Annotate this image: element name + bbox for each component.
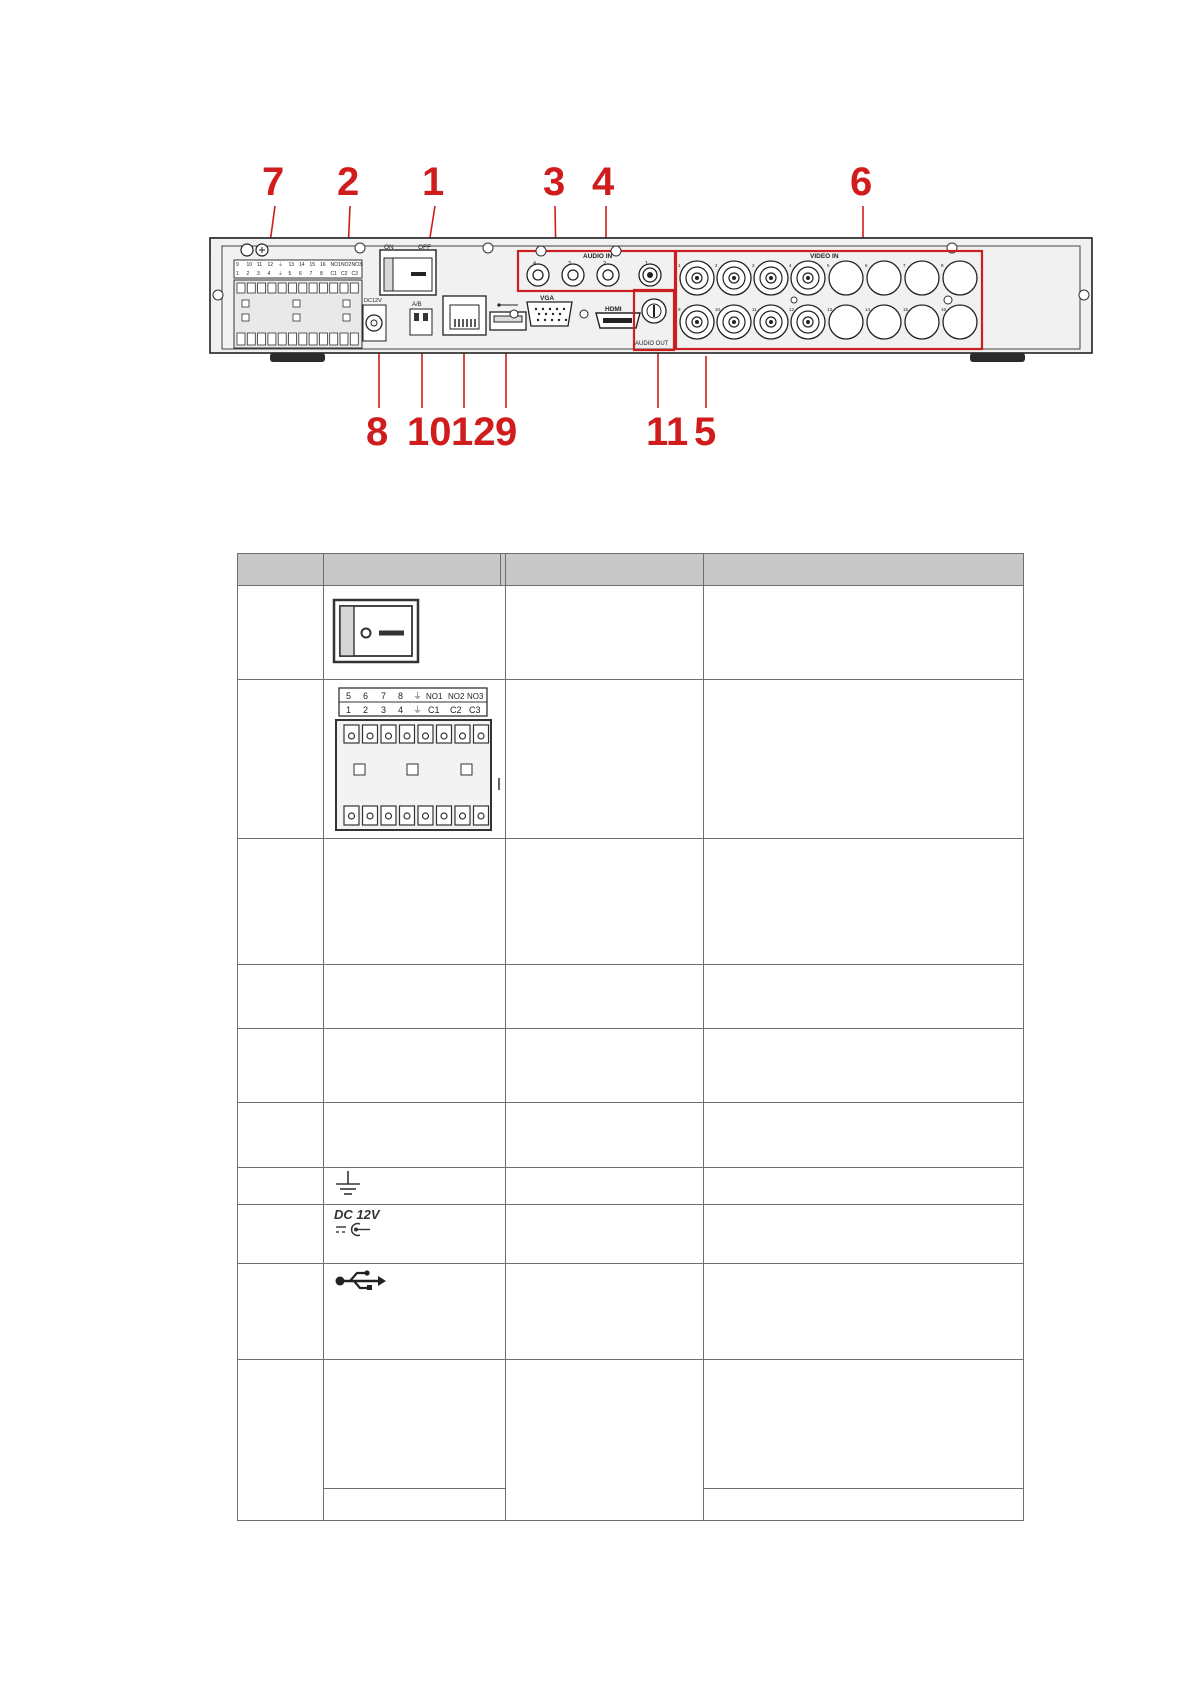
icon-alarm-bottom-label: 1 [346,704,352,715]
ab-label: A/B [412,302,422,308]
audio-in-number: 4 [533,261,537,267]
icon-alarm-bottom-label: 4 [398,704,404,715]
table-row [238,586,1024,680]
alarm-top-label: NO3 [351,262,362,268]
alarm-bottom-label: 8 [320,271,323,277]
hdmi-label: HDMI [605,306,622,313]
video-in-number: 9 [678,307,681,312]
dc-label: DC12V [364,298,382,304]
callout-7: 7 [262,160,285,204]
audio-in-label: AUDIO IN [583,253,613,260]
alarm-top-label: 13 [288,262,295,268]
callout-8: 8 [366,410,389,454]
table-row [238,1103,1024,1167]
alarm-bottom-label: 3 [257,271,260,277]
alarm-bottom-label: C1 [330,271,337,277]
video-in-number: 6 [865,263,868,268]
icon-alarm-top-label: ⏚ [413,690,423,701]
audio-in-number: 2 [603,261,607,267]
video-in-label: VIDEO IN [810,253,839,260]
alarm-top-label: 14 [299,262,305,268]
video-in-number: 13 [827,307,833,312]
alarm-bottom-label: 6 [299,271,302,277]
video-in-number: 8 [941,263,944,268]
alarm-top-label: 11 [257,262,263,268]
table-row [238,838,1024,965]
icon-alarm-bottom-label: C3 [469,704,481,715]
video-in-number: 12 [789,307,795,312]
video-in-number: 16 [941,307,947,312]
callout-10: 10 [407,410,452,454]
alarm-top-label: 10 [246,262,253,268]
alarm-bottom-label: 2 [246,271,250,277]
icon-alarm-bottom-label: 3 [381,704,387,715]
alarm-bottom-label: C2 [341,271,348,277]
audio-in-number: 1 [645,261,649,267]
table-row [238,679,1024,838]
alarm-top-label: ⏚ [278,262,284,268]
table-row [238,1359,1024,1488]
alarm-top-label: 12 [267,262,274,268]
icon-alarm-top-label: NO1 [426,691,443,701]
video-in-number: 4 [789,263,792,268]
ground-icon [324,1168,364,1202]
header-cell-4 [704,554,1024,586]
vga-label: VGA [540,295,555,302]
icon-alarm-top-label: NO2 [448,691,465,701]
icon-alarm-bottom-label: ⏚ [413,704,423,715]
rear-panel-drawing [200,150,1100,454]
alarm-top-label: 9 [236,262,239,268]
usb-icon [324,1264,394,1298]
callout-2: 2 [337,160,360,204]
alarm-bottom-label: ⏚ [278,271,284,277]
header-cell-1 [238,554,324,586]
header-cell-2 [324,554,506,586]
table-row [238,1264,1024,1360]
video-in-number: 3 [752,263,755,268]
alarm-bottom-label: 5 [288,271,292,277]
video-in-number: 7 [903,263,906,268]
alarm-terminal-icon [324,680,504,836]
dc-icon-label: DC 12V [334,1206,380,1222]
callout-1: 1 [422,160,445,204]
table-row [238,1167,1024,1204]
callout-3: 3 [543,160,566,204]
icon-alarm-bottom-label: 2 [363,704,369,715]
callout-12: 12 [451,410,496,454]
video-in-number: 11 [752,307,757,312]
icon-alarm-top-label: 8 [398,690,404,701]
video-in-number: 15 [903,307,909,312]
power-switch-icon [324,586,424,666]
callout-5: 5 [694,410,717,454]
dc-power-icon [324,1205,394,1261]
icon-alarm-top-label: 6 [363,690,369,701]
video-in-number: 2 [715,263,718,268]
video-in-number: 10 [715,307,721,312]
callout-6: 6 [850,160,873,204]
icon-alarm-bottom-label: C2 [450,704,462,715]
alarm-top-label: 16 [320,262,326,268]
icon-alarm-top-label: 5 [346,690,352,701]
alarm-bottom-label: C3 [351,271,358,277]
table-row [238,1204,1024,1263]
alarm-bottom-label: 4 [267,271,271,277]
audio-in-number: 3 [568,261,572,267]
port-specification-table [237,553,1024,1521]
icon-alarm-bottom-label: C1 [428,704,440,715]
callout-4: 4 [592,160,615,204]
alarm-bottom-label: 7 [309,271,313,277]
alarm-top-label: NO1 [330,262,341,268]
table-row [238,1028,1024,1102]
video-in-number: 14 [865,307,871,312]
alarm-top-label: NO2 [341,262,352,268]
video-in-number: 5 [827,263,830,268]
audio-out-label: AUDIO OUT [635,341,669,347]
table-header-row [238,554,1024,586]
callout-9: 9 [495,410,518,454]
table-row [238,965,1024,1028]
alarm-top-label: 15 [309,262,316,268]
alarm-bottom-label: 1 [236,271,239,277]
callout-11: 11 [646,410,689,454]
icon-alarm-top-label: 7 [381,690,387,701]
video-in-number: 1 [678,263,681,268]
rear-panel-figure [200,150,1100,454]
switch-on-label: ON [384,244,394,251]
icon-alarm-top-label: NO3 [467,691,484,701]
switch-off-label: OFF [418,244,431,251]
header-cell-3 [506,554,704,586]
